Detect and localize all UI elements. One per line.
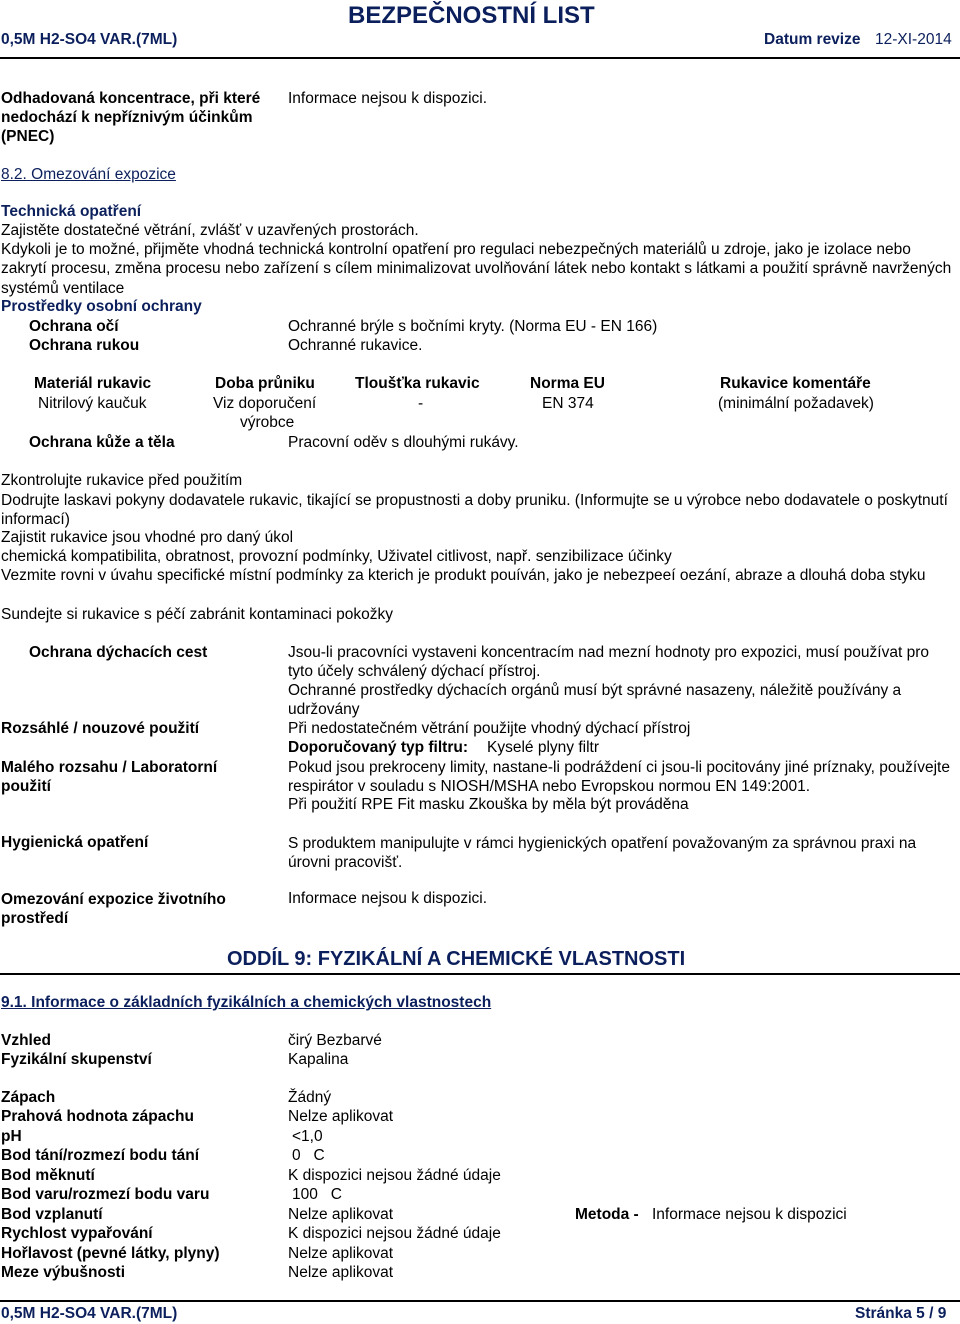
tech-measures-line-1: Zajistěte dostatečné větrání, zvlášť v uzavřených prostorách. — [1, 222, 419, 239]
property-value: čirý Bezbarvé — [288, 1032, 382, 1049]
document-title: BEZPEČNOSTNÍ LIST — [348, 2, 595, 29]
small-scale-use-label: Malého rozsahu / Laboratorní použití — [1, 759, 218, 796]
glove-table-header: Rukavice komentáře — [720, 375, 871, 392]
property-label: Bod tání/rozmezí bodu tání — [1, 1147, 200, 1164]
eye-protection-label: Ochrana očí — [29, 318, 119, 335]
glove-table-header: Doba průniku — [215, 375, 315, 392]
glove-table-header: Tloušťka rukavic — [355, 375, 480, 392]
tech-measures-line-2: Kdykoli je to možné, přijměte vhodná technická kontrolní opatření pro regulaci nebezpečných materiálů u zdroje, jako je izolace nebo zakrytí procesu, změna procesu nebo zařízení s cílem minimalizovat uvolňování látek nebo kontakt s látkami a použití správně navržených systémů ventilace — [1, 241, 952, 297]
property-value: 0 C — [292, 1147, 325, 1164]
property-label: Bod vzplanutí — [1, 1206, 103, 1223]
pnec-value: Informace nejsou k dispozici. — [288, 90, 488, 107]
small-scale-use-value: Pokud jsou prekroceny limity, nastane-li podráždení ci jsou-li pocitovány jiné príznaky, používejte respirátor v souladu s NIOSH/MSHA nebo Evropskou normou EN 149:2001. — [288, 759, 950, 796]
environmental-exposure-label: Omezování expozice životního prostředí — [1, 891, 226, 928]
filter-type-label: Doporučovaný typ filtru: — [288, 739, 468, 756]
property-label: Meze výbušnosti — [1, 1264, 126, 1281]
property-value: Kapalina — [288, 1051, 349, 1068]
respiratory-protection-label: Ochrana dýchacích cest — [29, 644, 208, 661]
glove-table-header: Materiál rukavic — [34, 375, 152, 392]
glove-table-cell: EN 374 — [542, 395, 594, 412]
glove-note: Dodrujte laskavi pokyny dodavatele rukavic, tikající se propustnosti a doby pruniku. (Informujte se u výrobce nebo dodavatele o poskytnutí informací) — [1, 492, 948, 529]
glove-table-cell: (minimální požadavek) — [718, 395, 874, 412]
glove-table-cell: Nitrilový kaučuk — [38, 395, 147, 412]
property-value: K dispozici nejsou žádné údaje — [288, 1225, 501, 1242]
header-divider — [0, 57, 960, 59]
section-9-1-heading: 9.1. Informace o základních fyzikálních a chemických vlastnostech — [1, 994, 492, 1011]
header-revision-date: 12-XI-2014 — [875, 31, 952, 48]
property-label: pH — [1, 1128, 22, 1145]
glove-table-cell: - — [418, 395, 424, 412]
property-label: Hořlavost (pevné látky, plyny) — [1, 1245, 220, 1262]
header-product: 0,5M H2-SO4 VAR.(7ML) — [1, 31, 178, 48]
property-label: Zápach — [1, 1089, 56, 1106]
large-scale-use-label: Rozsáhlé / nouzové použití — [1, 720, 200, 737]
glove-table-cell-continuation: výrobce — [240, 414, 295, 431]
property-value: Nelze aplikovat — [288, 1108, 394, 1125]
footer-product: 0,5M H2-SO4 VAR.(7ML) — [1, 1305, 178, 1322]
property-label: Bod měknutí — [1, 1167, 95, 1184]
section-8-2-heading: 8.2. Omezování expozice — [1, 166, 176, 183]
skin-protection-label: Ochrana kůže a těla — [29, 434, 175, 451]
header-revision-label: Datum revize — [764, 31, 861, 48]
property-label: Bod varu/rozmezí bodu varu — [1, 1186, 210, 1203]
glove-note: Vezmite rovni v úvahu specifické místní podmínky za kterich je produkt pouíván, jako je nebezpeeí oezání, abraze a dlouhá doba styku — [1, 567, 926, 584]
hand-protection-label: Ochrana rukou — [29, 337, 140, 354]
large-scale-use-value: Při nedostatečném větrání použijte vhodný dýchací přístroj — [288, 720, 691, 737]
pnec-label-1: Odhadovaná koncentrace, při které — [1, 90, 261, 107]
small-scale-use-value-2: Při použití RPE Fit masku Zkouška by měla být prováděna — [288, 796, 689, 813]
glove-note: Zkontrolujte rukavice před použitím — [1, 472, 243, 489]
hand-protection-value: Ochranné rukavice. — [288, 337, 423, 354]
section-9-divider — [0, 973, 960, 975]
pnec-label-3: (PNEC) — [1, 128, 55, 145]
glove-table-cell: Viz doporučení — [213, 395, 317, 412]
hygiene-value: S produktem manipulujte v rámci hygienických opatření považovaným za správnou praxi na úrovni pracovišť. — [288, 835, 917, 872]
property-value: Nelze aplikovat — [288, 1206, 394, 1223]
glove-note: chemická kompatibilita, obratnost, provozní podmínky, Uživatel citlivost, např. senzibilizace účinky — [1, 548, 672, 565]
glove-table-header: Norma EU — [530, 375, 605, 392]
property-value: 100 C — [292, 1186, 342, 1203]
glove-note: Zajistit rukavice jsou vhodné pro daný úkol — [1, 529, 294, 546]
footer-page-number: Stránka 5 / 9 — [855, 1305, 947, 1322]
skin-protection-value: Pracovní oděv s dlouhými rukávy. — [288, 434, 519, 451]
pnec-label-2: nedochází k nepříznivým účinkům — [1, 109, 253, 126]
property-value: Žádný — [288, 1089, 332, 1106]
property-value: Nelze aplikovat — [288, 1245, 394, 1262]
footer-divider — [0, 1300, 960, 1302]
tech-measures-heading: Technická opatření — [1, 203, 142, 220]
respiratory-protection-value-2: Ochranné prostředky dýchacích orgánů musí být správné nasazeny, náležitě používány a udržovány — [288, 682, 902, 719]
filter-type-value: Kyselé plyny filtr — [487, 739, 599, 756]
method-label: Metoda - — [575, 1206, 639, 1223]
property-label: Rychlost vypařování — [1, 1225, 153, 1242]
eye-protection-value: Ochranné brýle s bočními kryty. (Norma EU - EN 166) — [288, 318, 658, 335]
method-value: Informace nejsou k dispozici — [652, 1206, 847, 1223]
property-label: Prahová hodnota zápachu — [1, 1108, 194, 1125]
ppe-heading: Prostředky osobní ochrany — [1, 298, 202, 315]
property-value: <1,0 — [292, 1128, 323, 1145]
property-value: Nelze aplikovat — [288, 1264, 394, 1281]
environmental-exposure-value: Informace nejsou k dispozici. — [288, 890, 488, 907]
property-label: Fyzikální skupenství — [1, 1051, 152, 1068]
glove-note: Sundejte si rukavice s péčí zabránit kontaminaci pokožky — [1, 606, 394, 623]
section-9-title: ODDÍL 9: FYZIKÁLNÍ A CHEMICKÉ VLASTNOSTI — [227, 948, 686, 970]
property-value: K dispozici nejsou žádné údaje — [288, 1167, 501, 1184]
property-label: Vzhled — [1, 1032, 51, 1049]
hygiene-label: Hygienická opatření — [1, 834, 149, 851]
respiratory-protection-value-1: Jsou-li pracovníci vystaveni koncentracím nad mezní hodnoty pro expozici, musí používat pro tyto účely schválený dýchací přístroj. — [288, 644, 929, 681]
